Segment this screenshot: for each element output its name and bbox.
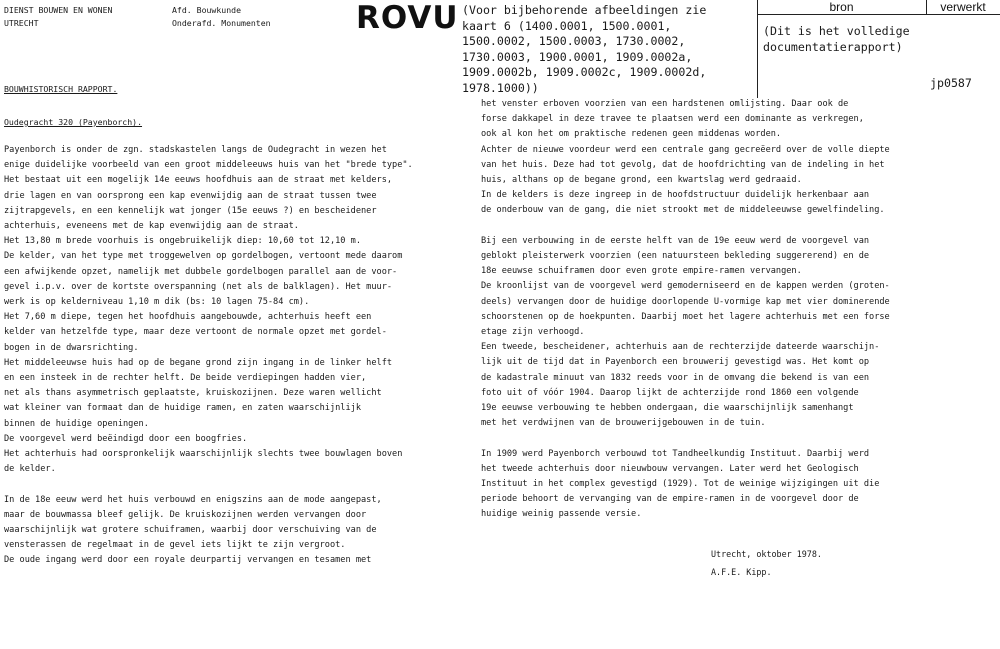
text-line: Het 7,60 m diepe, tegen het hoofdhuis aangebouwde, achterhuis heeft een (4, 312, 372, 323)
text-line: Het achterhuis had oorspronkelijk waarschijnlijk slechts twee bouwlagen boven (4, 449, 403, 460)
box-note-line: (Dit is het volledige (763, 24, 910, 38)
box-note-line: documentatierapport) (763, 39, 903, 54)
document-id: jp0587 (930, 76, 972, 90)
blank-line (481, 431, 890, 446)
report-title: BOUWHISTORISCH RAPPORT. (4, 84, 118, 94)
note-line: kaart 6 (1400.0001, 1500.0001, (462, 18, 672, 33)
text-line: lijk uit de tijd dat in Payenborch een brouwerij gevestigd was. Het komt op (481, 357, 870, 368)
text-line: met het verdwijnen van de brouwerijgebouwen in de tuin. (481, 418, 766, 429)
blank-line (4, 477, 413, 492)
text-line: etage zijn verhoogd. (481, 327, 585, 338)
note-line: 1978.1000)) (462, 80, 539, 95)
text-line: het tweede achterhuis door nieuwbouw vervangen. Later werd het Geologisch (481, 463, 859, 474)
text-line: In de kelders is deze ingreep in de hoofdstructuur duidelijk herkenbaar aan (481, 190, 870, 201)
text-line: schoorstenen op de hoekpunten. Daarbij moet het lagere achterhuis met een forse (481, 311, 890, 322)
text-line: geblokt pleisterwerk voorzien (een natuursteen bekleding suggererend) en de (481, 251, 870, 262)
text-line: 19e eeuwse verbouwing te hebben ondergaan, die waarschijnlijk samenhangt (481, 403, 854, 414)
text-line: In de 18e eeuw werd het huis verbouwd en enigszins aan de mode aangepast, (4, 494, 382, 505)
text-line: Een tweede, bescheidener, achterhuis aan de rechterzijde dateerde waarschijn- (481, 342, 880, 353)
text-line: Payenborch is onder de zgn. stadskastelen langs de Oudegracht in wezen het (4, 145, 387, 155)
text-line: enige duidelijke voorbeeld van een groot middeleeuws huis van het "brede type". (4, 160, 413, 171)
text-line: werk is op kelderniveau 1,10 m dik (bs: 10 lagen 75-84 cm). (4, 297, 310, 308)
text-line: forse dakkapel in deze travee te plaatsen werd een dominante as verkregen, (481, 114, 864, 125)
org-name-line-1: DIENST BOUWEN EN WONEN (4, 5, 113, 15)
text-line: de kadastrale minuut van 1832 reeds voor in de omvang die bekend is van een (481, 372, 870, 383)
text-line: wat kleiner van formaat dan de huidige ramen, en zaten waarschijnlijk (4, 403, 361, 414)
text-line: binnen de huidige openingen. (4, 418, 149, 429)
text-line: en een insteek in de rechter helft. De beide verdiepingen hadden vier, (4, 373, 367, 384)
left-text-column (4, 143, 413, 569)
text-line: vensterassen de regelmaat in de gevel iets lijkt te zijn vergroot. (4, 540, 346, 551)
text-line: De kroonlijst van de voorgevel werd gemoderniseerd en de kappen werden (groten- (481, 281, 890, 292)
text-line: De voorgevel werd beëindigd door een boogfries. (4, 433, 248, 444)
note-line: 1730.0003, 1900.0001, 1909.0002a, (462, 49, 693, 64)
text-line: achterhuis, eveneens met de kap evenwijdig aan de straat. (4, 221, 299, 232)
text-line: Instituut in het complex gevestigd (1929). Tot de weinige wijzigingen uit die (481, 479, 880, 490)
text-line: maar de bouwmassa bleef gelijk. De kruiskozijnen werden vervangen door (4, 509, 367, 520)
verwerkt-label: verwerkt (940, 0, 986, 14)
org-name-line-2: UTRECHT (4, 18, 39, 28)
text-line: huidige weinig passende versie. (481, 509, 642, 520)
text-line: het venster erboven voorzien van een hardstenen omlijsting. Daar ook de (481, 99, 849, 109)
text-line: gevel i.p.v. over de kortste overspanning (net als de balklagen). Het muur- (4, 281, 393, 292)
text-line: De oude ingang werd door een royale deurpartij vervangen en tesamen met (4, 555, 372, 566)
rovu-logo: ROVU (356, 0, 459, 36)
signature-block (711, 545, 822, 581)
text-line: Het middeleeuwse huis had op de begane grond zijn ingang in de linker helft (4, 357, 393, 368)
text-line: kelder van hetzelfde type, maar deze vertoont de normale opzet met gordel- (4, 327, 387, 338)
text-line: de onderbouw van de gang, die niet strookt met de middeleeuwse gewelfindeling. (481, 205, 885, 216)
report-subtitle: Oudegracht 320 (Payenborch). (4, 117, 143, 127)
text-line: drie lagen en van oorsprong een kap evenwijdig aan de straat tussen twee (4, 190, 377, 201)
text-line: foto uit of vóór 1904. Daarop lijkt de achterzijde rond 1860 een volgende (481, 387, 859, 398)
text-line: de kelder. (4, 464, 56, 475)
text-line: Achter de nieuwe voordeur werd een centrale gang gecreëerd over de volle diepte (481, 144, 890, 155)
bron-label: bron (829, 0, 854, 14)
blank-line (481, 219, 890, 234)
text-line: deels) vervangen door de huidige doorlopende U-vormige kap met vier dominerende (481, 296, 890, 307)
dept-line-1: Afd. Bouwkunde (172, 5, 242, 15)
text-line: Bij een verbouwing in de eerste helft van de 19e eeuw werd de voorgevel van (481, 235, 870, 246)
text-line: 18e eeuwse schuiframen door even grote empire-ramen vervangen. (481, 266, 802, 277)
text-line: een afwijkende opzet, namelijk met dubbele gordelbogen parallel aan de voor- (4, 266, 398, 277)
text-line: Het 13,80 m brede voorhuis is ongebruikelijk diep: 10,60 tot 12,10 m. (4, 236, 361, 247)
text-line: huis, althans op de begane grond, een kwartslag werd gedraaid. (481, 175, 802, 186)
text-line: periode behoort de vervanging van de empire-ramen in de voorgevel door de (481, 494, 859, 505)
illustrations-note (462, 3, 706, 97)
text-line: Het bestaat uit een mogelijk 14e eeuws hoofdhuis aan de straat met kelders, (4, 175, 393, 186)
header-org-mid (172, 4, 271, 30)
text-line: van het huis. Deze had tot gevolg, dat de hoofdrichting van de indeling in het (481, 159, 885, 170)
text-line: ook al kon het om praktische redenen geen middenas worden. (481, 129, 782, 140)
text-line: De kelder, van het type met troggewelven op gordelbogen, vertoont mede daarom (4, 251, 403, 262)
text-line: zijtrapgevels, en een kennelijk wat jonger (15e eeuws ?) en bescheidener (4, 205, 377, 216)
dept-line-2: Onderafd. Monumenten (172, 18, 271, 28)
header-org-left (4, 4, 112, 30)
text-line: waarschijnlijk wat grotere schuiframen, waarbij door verschuiving van de (4, 525, 377, 536)
place-date: Utrecht, oktober 1978. (711, 549, 822, 559)
text-line: In 1909 werd Payenborch verbouwd tot Tandheelkundig Instituut. Daarbij werd (481, 448, 870, 459)
text-line: net als thans asymmetrisch geplaatste, kruiskozijnen. Deze waren wellicht (4, 388, 382, 399)
right-text-column (481, 97, 890, 523)
author: A.F.E. Kipp. (711, 567, 772, 577)
note-line: 1500.0002, 1500.0003, 1730.0002, (462, 34, 686, 49)
box-note (763, 24, 910, 55)
note-line: 1909.0002b, 1909.0002c, 1909.0002d, (462, 65, 707, 80)
text-line: bogen in de dwarsrichting. (4, 342, 139, 353)
note-line: (Voor bijbehorende afbeeldingen zie (462, 3, 707, 17)
